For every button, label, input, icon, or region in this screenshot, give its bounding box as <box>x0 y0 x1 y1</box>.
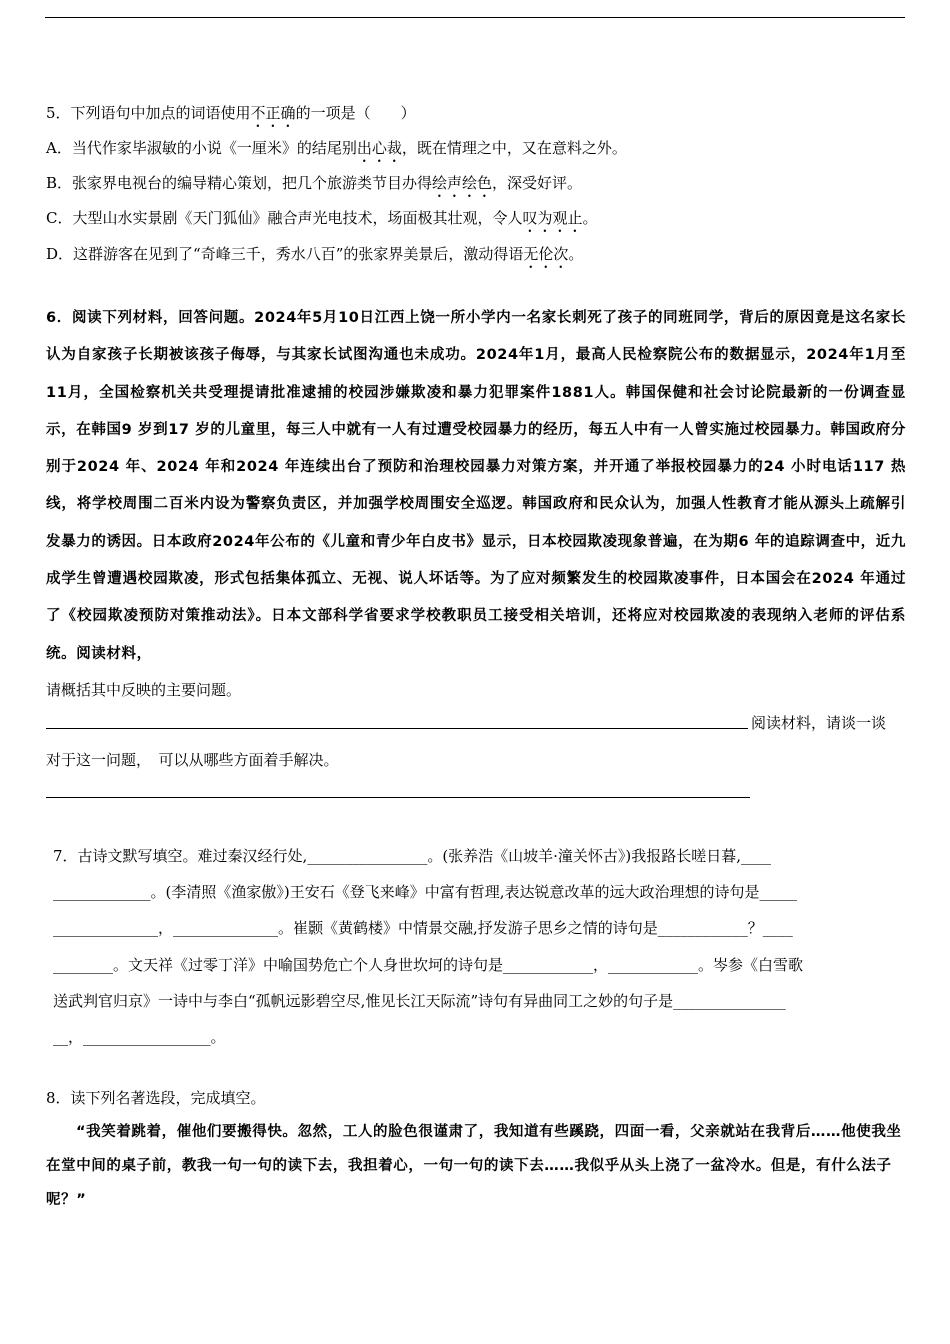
q5-stem-text: 5．下列语句中加点的词语使用 <box>46 104 251 122</box>
q5-stem-emphasis: 不正确 <box>250 104 296 122</box>
q6-ask: 请概括其中反映的主要问题。 <box>46 681 242 699</box>
q5-option-a <box>46 137 627 166</box>
q7-line: _____________。(李清照《渔家傲》)王安石《登飞来峰》中富有哲理,表达锐意改革的远大政治理想的诗句是_____ <box>53 883 797 902</box>
q6-material-text: 6．阅读下列材料，回答问题。2024年5月10日江西上饶一所小学内一名家长刺死了孩子的同班同学，背后的原因竟是这名家长认为自家孩子长期被该孩子侮辱，与其家长试图沟通也未成功。2024年1月，最高人民检察院公布的数据显示，2024年1月至11月，全国检察机关共受理提请批准逮捕的校园涉嫌欺凌和暴力犯罪案件1881人。韩国保健和社会讨论院最新的一份调查显示，在韩国9 岁到17 岁的儿童里，每三人中就有一人有过遭受校园暴力的经历，每五人中有一人曾实施过校园暴力。韩国政府分别于2024 年、2024 年和2024 年连续出台了预防和治理校园暴力对策方案，并开通了举报校园暴力的24 小时电话117 热线，将学校周围二百米内设为警察负责区，并加强学校周围安全巡逻。韩国政府和民众认为，加强人性教育才能从源头上疏解引发暴力的诱因。日本政府2024年公布的《儿童和青少年白皮书》显示，日本校园欺凌现象普遍，在为期6 年的追踪调查中，近九成学生曾遭遇校园欺凌，形式包括集体孤立、无视、说人坏话等。为了应对频繁发生的校园欺凌事件，日本国会在2024 年通过了《校园欺凌预防对策推动法》。日本文部科学省要求学校教职员工接受相关培训，还将应对校园欺凌的表现纳入老师的评估系统。阅读材料， <box>46 310 906 662</box>
q7-block <box>53 838 898 1055</box>
q7-line: 7．古诗文默写填空。难过秦汉经行处,________________。(张养浩《山坡羊·潼关怀古》)我报路长嗟日暮,____ <box>53 847 772 865</box>
q5-option-b <box>46 172 582 201</box>
q7-line: ________。文天祥《过零丁洋》中喻国势危亡个人身世坎坷的诗句是____________，____________。岑参《白雪歌 <box>53 955 804 974</box>
q6-follow-up-b: 对于这一问题， 可以从哪些方面着手解决。 <box>46 751 339 769</box>
q5-option-a-text: A．当代作家毕淑敏的小说《一厘米》的结尾别 <box>46 139 357 157</box>
q8-excerpt-text: “我笑着跳着，催他们要搬得快。忽然，工人的脸色很谨肃了，我知道有些蹊跷，四面一看，父亲就站在我背后……他使我坐在堂中间的桌子前，教我一句一句的读下去，我担着心，一句一句的读下去……我似乎从头上浇了一盆冷水。但是，有什么法子呢？” <box>46 1124 902 1208</box>
q5-option-c <box>46 207 598 236</box>
q5-option-d-text: D．这群游客在见到了“奇峰三千，秀水八百”的张家界美景后，激动得语 <box>46 245 524 263</box>
q5-option-d <box>46 243 583 272</box>
q5-option-b-tail: ，深受好评。 <box>492 174 583 192</box>
q5-option-d-tail: 。 <box>568 245 584 263</box>
q6-passage <box>46 300 906 673</box>
q5-option-a-emphasis: 出心裁 <box>356 139 402 157</box>
q6-answer-line-2[interactable] <box>46 797 750 798</box>
q5-option-d-emphasis: 无伦次 <box>523 245 569 263</box>
q6-follow-up-a: 阅读材料，请谈一谈 <box>751 714 887 732</box>
header-rule <box>45 17 905 18</box>
q6-answer-line-1[interactable] <box>46 728 748 729</box>
q5-option-a-tail: ，既在情理之中，又在意料之外。 <box>401 139 627 157</box>
q5-option-c-tail: 。 <box>582 209 598 227</box>
q7-line: ______________，______________。崔颢《黄鹤楼》中情景交融,抒发游子思乡之情的诗句是____________？____ <box>53 919 793 938</box>
q5-option-c-text: C．大型山水实景剧《天门狐仙》融合声光电技术，场面极其壮观，令人 <box>46 209 523 227</box>
q8-stem: 8．读下列名著选段，完成填空。 <box>46 1089 266 1107</box>
q5-option-b-emphasis: 绘声绘色 <box>432 174 493 192</box>
q5-option-c-emphasis: 叹为观止 <box>522 209 583 227</box>
q5-option-b-text: B．张家界电视台的编导精心策划，把几个旅游类节目办得 <box>46 174 433 192</box>
q7-line: 送武判官归京》一诗中与李白“孤帆远影碧空尽,惟见长江天际流”诗句有异曲同工之妙的句子是_______________ <box>53 991 786 1010</box>
q8-excerpt <box>46 1115 906 1217</box>
q5-stem <box>46 102 416 131</box>
q5-stem-tail: 的一项是（ ） <box>295 104 416 122</box>
q7-line: __，_________________。 <box>53 1028 226 1047</box>
